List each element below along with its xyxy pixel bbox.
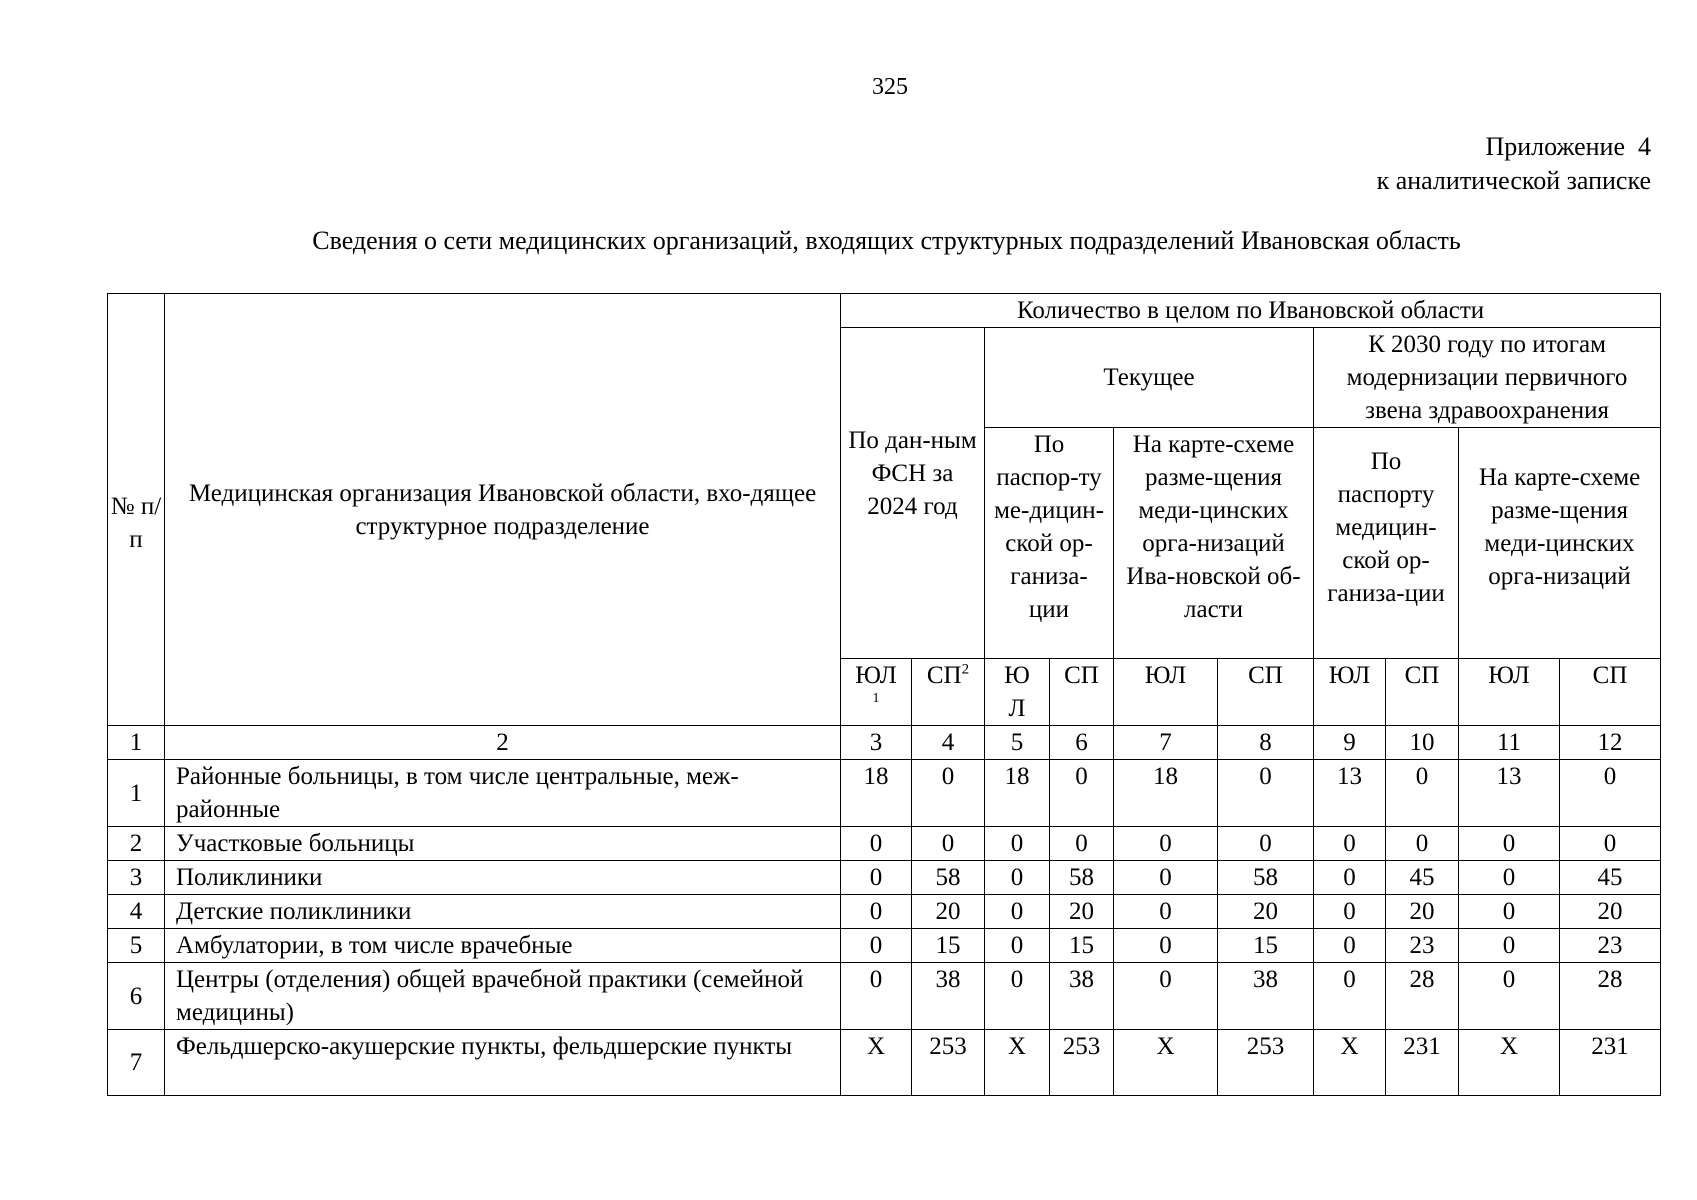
cell-value: 0 xyxy=(1050,827,1114,861)
header-sp-target-map: СП xyxy=(1560,659,1661,726)
cell-value: 13 xyxy=(1314,760,1386,827)
col-number: 10 xyxy=(1386,726,1459,760)
header-total: Количество в целом по Ивановской области xyxy=(841,294,1661,328)
col-number: 7 xyxy=(1114,726,1218,760)
header-jl-fsn: ЮЛ 1 xyxy=(841,659,912,726)
cell-value: 0 xyxy=(1459,929,1560,963)
cell-value: 20 xyxy=(912,895,985,929)
cell-value: 0 xyxy=(912,827,985,861)
table-row xyxy=(108,760,1661,827)
row-name: Центры (отделения) общей врачебной практики (семейной медицины) xyxy=(165,963,841,1030)
row-name: Детские поликлиники xyxy=(165,895,841,929)
cell-value: 0 xyxy=(912,760,985,827)
cell-value: 58 xyxy=(1218,861,1314,895)
header-current-passport: По паспор-ту ме-дицин-ской ор-ганиза-ции xyxy=(985,428,1114,659)
cell-value: 0 xyxy=(841,929,912,963)
cell-value: 253 xyxy=(912,1030,985,1096)
col-number: 11 xyxy=(1459,726,1560,760)
cell-value: 15 xyxy=(1218,929,1314,963)
table-row xyxy=(108,929,1661,963)
row-index: 1 xyxy=(108,760,165,827)
appendix-label xyxy=(1377,130,1651,198)
row-name: Участковые больницы xyxy=(165,827,841,861)
cell-value: 18 xyxy=(1114,760,1218,827)
row-name: Поликлиники xyxy=(165,861,841,895)
cell-value: 45 xyxy=(1560,861,1661,895)
cell-value: 20 xyxy=(1560,895,1661,929)
cell-value: 231 xyxy=(1560,1030,1661,1096)
row-name: Амбулатории, в том числе врачебные xyxy=(165,929,841,963)
cell-value: 0 xyxy=(841,827,912,861)
page-number: 325 xyxy=(872,74,908,100)
cell-value: 0 xyxy=(985,963,1050,1030)
cell-value: 13 xyxy=(1459,760,1560,827)
header-number: № п/ п xyxy=(108,294,165,726)
cell-value: Х xyxy=(1459,1030,1560,1096)
row-index: 4 xyxy=(108,895,165,929)
cell-value: 0 xyxy=(985,827,1050,861)
cell-value: 0 xyxy=(985,929,1050,963)
row-name: Районные больницы, в том числе центральные, меж-районные xyxy=(165,760,841,827)
col-number: 5 xyxy=(985,726,1050,760)
cell-value: Х xyxy=(841,1030,912,1096)
col-number: 1 xyxy=(108,726,165,760)
col-number: 9 xyxy=(1314,726,1386,760)
row-index: 2 xyxy=(108,827,165,861)
medical-network-table xyxy=(107,293,1661,1096)
cell-value: Х xyxy=(1314,1030,1386,1096)
cell-value: 58 xyxy=(1050,861,1114,895)
header-target: К 2030 году по итогам модернизации первичного звена здравоохранения xyxy=(1314,328,1661,428)
header-sp-current-map: СП xyxy=(1218,659,1314,726)
cell-value: 0 xyxy=(985,861,1050,895)
header-jl-target-passport: ЮЛ xyxy=(1314,659,1386,726)
cell-value: 15 xyxy=(1050,929,1114,963)
cell-value: 0 xyxy=(1114,861,1218,895)
cell-value: Х xyxy=(985,1030,1050,1096)
cell-value: 253 xyxy=(1218,1030,1314,1096)
cell-value: 231 xyxy=(1386,1030,1459,1096)
col-number: 6 xyxy=(1050,726,1114,760)
header-current-map: На карте-схеме разме-щения меди-цинских орга-низаций Ива-новской об-ласти xyxy=(1114,428,1314,659)
table-row xyxy=(108,827,1661,861)
cell-value: 28 xyxy=(1560,963,1661,1030)
header-current: Текущее xyxy=(985,328,1314,428)
header-sp-target-passport: СП xyxy=(1386,659,1459,726)
document-title: Сведения о сети медицинских организаций, входящих структурных подразделений Ивановская область xyxy=(312,226,1461,255)
cell-value: 0 xyxy=(841,963,912,1030)
cell-value: 28 xyxy=(1386,963,1459,1030)
cell-value: 0 xyxy=(1314,963,1386,1030)
row-index: 7 xyxy=(108,1030,165,1096)
cell-value: 20 xyxy=(1218,895,1314,929)
header-target-passport: По паспорту медицин-ской ор-ганиза-ции xyxy=(1314,428,1459,659)
col-number: 8 xyxy=(1218,726,1314,760)
cell-value: 38 xyxy=(1218,963,1314,1030)
cell-value: 38 xyxy=(1050,963,1114,1030)
cell-value: 0 xyxy=(1114,827,1218,861)
header-target-map: На карте-схеме разме-щения меди-цинских орга-низаций xyxy=(1459,428,1661,659)
cell-value: 0 xyxy=(1050,760,1114,827)
cell-value: 0 xyxy=(841,861,912,895)
cell-value: 0 xyxy=(1459,861,1560,895)
row-index: 5 xyxy=(108,929,165,963)
row-index: 3 xyxy=(108,861,165,895)
cell-value: 0 xyxy=(1114,895,1218,929)
header-sp-fsn: $СП^2$ xyxy=(912,659,985,726)
cell-value: 0 xyxy=(985,895,1050,929)
cell-value: 38 xyxy=(912,963,985,1030)
cell-value: 0 xyxy=(1560,827,1661,861)
cell-value: 23 xyxy=(1560,929,1661,963)
cell-value: 0 xyxy=(1314,827,1386,861)
cell-value: Х xyxy=(1114,1030,1218,1096)
cell-value: 18 xyxy=(985,760,1050,827)
col-number: 2 xyxy=(165,726,841,760)
row-name: Фельдшерско-акушерские пункты, фельдшерские пункты xyxy=(165,1030,841,1096)
header-fsn: По дан-ным ФСН за 2024 год xyxy=(841,328,985,659)
cell-value: 0 xyxy=(1314,929,1386,963)
table-row xyxy=(108,861,1661,895)
cell-value: 0 xyxy=(1459,827,1560,861)
cell-value: 0 xyxy=(1114,963,1218,1030)
header-organization: Медицинская организация Ивановской области, вхо-дящее структурное подразделение xyxy=(165,294,841,726)
appendix-line-1: Приложение 4 xyxy=(1485,132,1651,161)
col-number: 12 xyxy=(1560,726,1661,760)
table-row xyxy=(108,895,1661,929)
table-row xyxy=(108,963,1661,1030)
cell-value: 0 xyxy=(1386,760,1459,827)
cell-value: 0 xyxy=(1218,760,1314,827)
col-number: 4 xyxy=(912,726,985,760)
header-jl-target-map: ЮЛ xyxy=(1459,659,1560,726)
cell-value: 45 xyxy=(1386,861,1459,895)
col-number: 3 xyxy=(841,726,912,760)
cell-value: 0 xyxy=(1218,827,1314,861)
appendix-line-2: к аналитической записке xyxy=(1376,166,1651,195)
cell-value: 20 xyxy=(1386,895,1459,929)
row-index: 6 xyxy=(108,963,165,1030)
cell-value: 0 xyxy=(1314,861,1386,895)
header-sp-current-passport: СП xyxy=(1050,659,1114,726)
cell-value: 253 xyxy=(1050,1030,1114,1096)
cell-value: 0 xyxy=(1560,760,1661,827)
cell-value: 15 xyxy=(912,929,985,963)
header-jl-current-map: ЮЛ xyxy=(1114,659,1218,726)
header-jl-current-passport: Ю Л xyxy=(985,659,1050,726)
cell-value: 58 xyxy=(912,861,985,895)
cell-value: 18 xyxy=(841,760,912,827)
cell-value: 20 xyxy=(1050,895,1114,929)
column-numbering-row xyxy=(108,726,1661,760)
cell-value: 0 xyxy=(1314,895,1386,929)
cell-value: 23 xyxy=(1386,929,1459,963)
cell-value: 0 xyxy=(1459,895,1560,929)
table-row xyxy=(108,1030,1661,1096)
cell-value: 0 xyxy=(1114,929,1218,963)
cell-value: 0 xyxy=(841,895,912,929)
cell-value: 0 xyxy=(1386,827,1459,861)
cell-value: 0 xyxy=(1459,963,1560,1030)
